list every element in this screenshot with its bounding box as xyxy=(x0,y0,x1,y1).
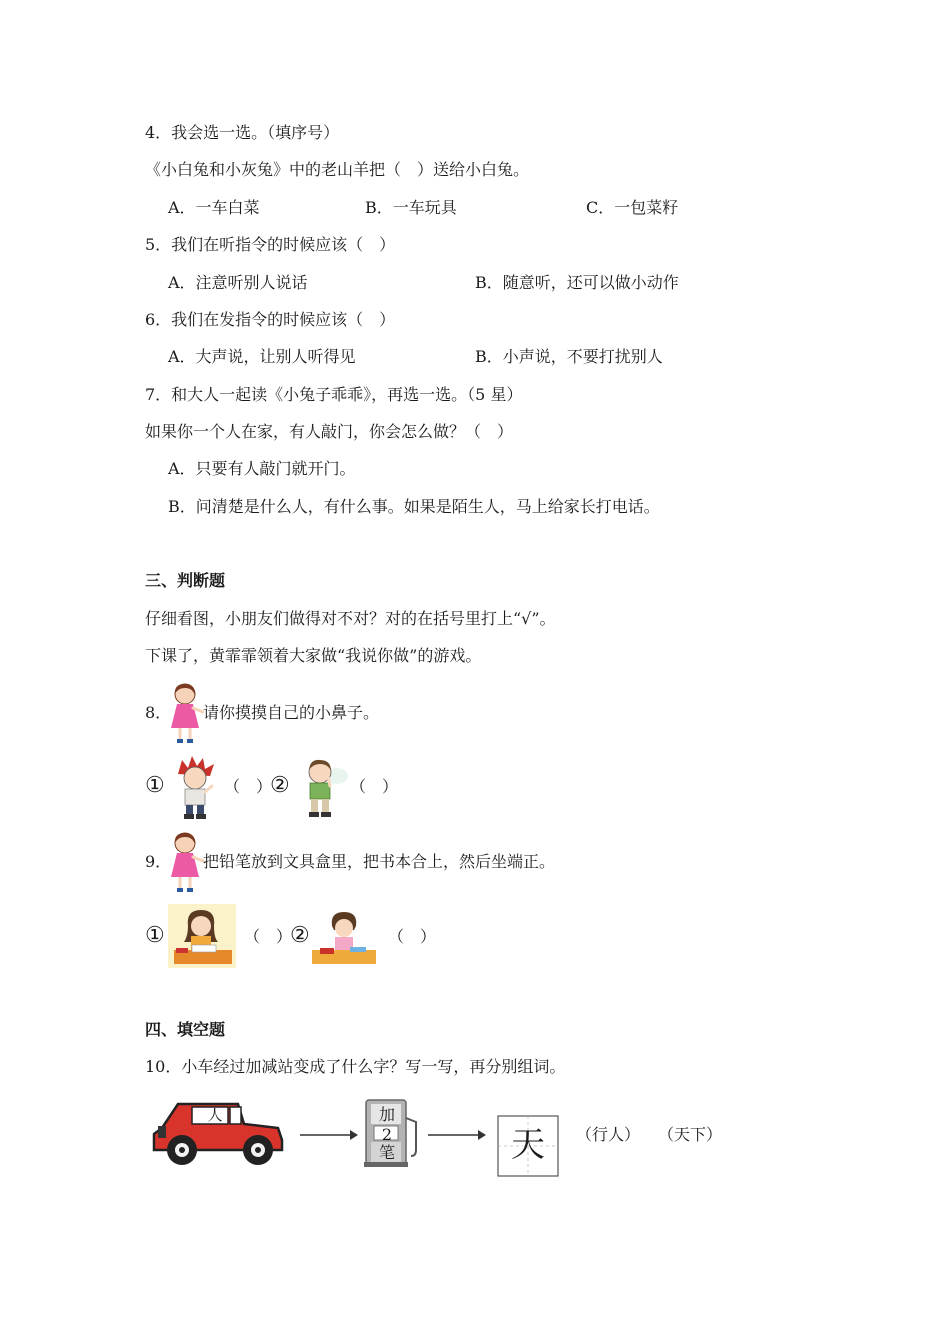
q7-stem: 7．和大人一起读《小兔子乖乖》，再选一选。（5 星） xyxy=(145,385,523,404)
q9-answer-paren-2[interactable]: （ ） xyxy=(388,927,437,946)
girl-reading-desk-figure xyxy=(168,904,236,968)
q6-option-b[interactable]: B．小声说，不要打扰别人 xyxy=(475,347,663,366)
car-window-character: 人 xyxy=(207,1106,223,1124)
q9-answer-paren-1[interactable]: （ ） xyxy=(244,927,293,946)
q10-stem: 10．小车经过加减站变成了什么字？写一写，再分别组词。 xyxy=(145,1057,566,1076)
q4-option-c[interactable]: C．一包菜籽 xyxy=(586,198,679,217)
q7-question: 如果你一个人在家，有人敲门，你会怎么做？（ ） xyxy=(145,422,514,441)
station-top-character: 加 xyxy=(378,1105,395,1124)
station-bottom-character: 笔 xyxy=(378,1143,395,1162)
boy-spiky-hair-figure xyxy=(172,756,218,820)
q4-option-a[interactable]: A．一车白菜 xyxy=(168,198,260,217)
q6-stem: 6．我们在发指令的时候应该（ ） xyxy=(145,310,396,329)
arrow-right-icon-2 xyxy=(428,1128,488,1142)
q8-mark-2: ② xyxy=(270,773,290,798)
q10-word-2[interactable]: （天下） xyxy=(658,1125,723,1144)
q4-stem: 4．我会选一选。（填序号） xyxy=(145,123,340,142)
section-4-title: 四、填空题 xyxy=(145,1020,226,1039)
q8-instruction: 请你摸摸自己的小鼻子。 xyxy=(203,703,380,722)
q8-answer-paren-2[interactable]: （ ） xyxy=(350,777,399,796)
result-character: 天 xyxy=(511,1125,545,1165)
q5-option-b[interactable]: B．随意听，还可以做小动作 xyxy=(475,273,679,292)
q7-option-a[interactable]: A．只要有人敲门就开门。 xyxy=(168,459,356,478)
q9-mark-1: ① xyxy=(145,923,165,948)
q5-option-a[interactable]: A．注意听别人说话 xyxy=(168,273,308,292)
q9-number: 9． xyxy=(145,852,172,871)
q9-mark-2: ② xyxy=(290,923,310,948)
girl-teacher-figure-2 xyxy=(166,831,204,893)
q10-word-1[interactable]: （行人） xyxy=(576,1125,641,1144)
q9-instruction: 把铅笔放到文具盒里，把书本合上，然后坐端正。 xyxy=(203,852,556,871)
section-3-title: 三、判断题 xyxy=(145,571,226,590)
q6-option-a[interactable]: A．大声说，让别人听得见 xyxy=(168,347,356,366)
q4-option-b[interactable]: B．一车玩具 xyxy=(365,198,457,217)
arrow-right-icon xyxy=(300,1128,360,1142)
q8-number: 8． xyxy=(145,703,172,722)
q7-option-b[interactable]: B．问清楚是什么人，有什么事。如果是陌生人，马上给家长打电话。 xyxy=(168,497,660,516)
section-3-intro-2: 下课了，黄霏霏领着大家做“我说你做”的游戏。 xyxy=(145,646,482,665)
girl-sitting-upright-figure xyxy=(310,906,378,968)
q5-stem: 5．我们在听指令的时候应该（ ） xyxy=(145,235,396,254)
q4-question: 《小白兔和小灰兔》中的老山羊把（ ）送给小白兔。 xyxy=(145,160,530,179)
q8-answer-paren-1[interactable]: （ ） xyxy=(224,777,273,796)
station-number: 2 xyxy=(381,1125,393,1144)
section-3-intro-1: 仔细看图，小朋友们做得对不对？对的在括号里打上“√”。 xyxy=(145,609,556,628)
boy-green-shirt-figure xyxy=(298,756,350,820)
q8-mark-1: ① xyxy=(145,773,165,798)
girl-teacher-figure xyxy=(166,682,204,744)
